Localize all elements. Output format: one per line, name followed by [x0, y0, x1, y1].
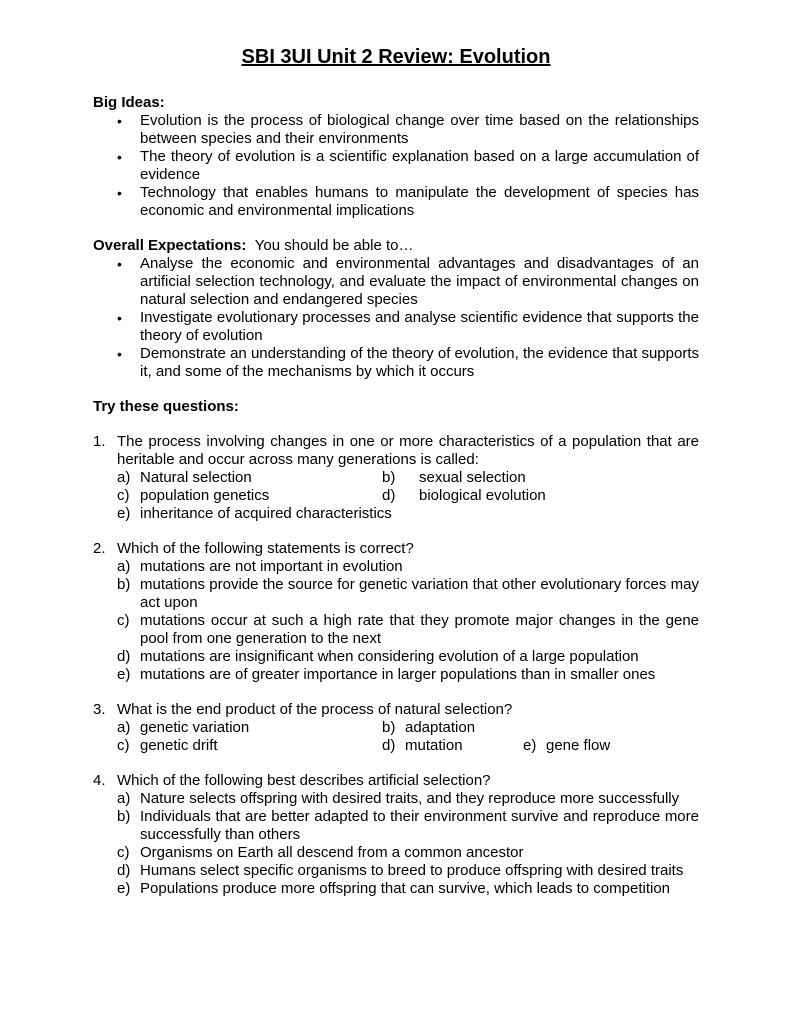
options-row	[93, 719, 699, 737]
question-text: Which of the following statements is correct?	[117, 540, 414, 557]
option-letter: a)	[117, 469, 131, 486]
option	[93, 862, 699, 880]
option-text: mutations occur at such a high rate that they promote major changes in the gene pool from one generation to the next	[140, 612, 699, 647]
option-letter: d)	[382, 737, 396, 754]
option	[93, 576, 699, 612]
expectations-heading	[93, 237, 414, 255]
option-letter: c)	[117, 844, 130, 861]
question-3	[93, 701, 699, 755]
option-text: Natural selection	[140, 469, 252, 486]
option-text: genetic variation	[140, 719, 250, 736]
option-letter: e)	[523, 737, 537, 754]
option	[93, 844, 699, 862]
question-number: 2.	[93, 540, 106, 557]
option	[93, 648, 699, 666]
option-letter: a)	[117, 558, 131, 575]
questions-heading: Try these questions:	[93, 398, 239, 415]
expectations-intro: You should be able to…	[254, 237, 414, 254]
question-text: What is the end product of the process of natural selection?	[117, 701, 513, 718]
option-text: mutations are of greater importance in larger populations than in smaller ones	[140, 666, 656, 683]
expectation-item: • Analyse the economic and environmental advantages and disadvantages of an artificial selection technology, and evaluate the impact of environmental changes on natural selection and endangered species	[93, 255, 699, 309]
page-title: SBI 3UI Unit 2 Review: Evolution	[241, 46, 551, 68]
option	[93, 612, 699, 648]
question-number: 3.	[93, 701, 106, 718]
question-number: 4.	[93, 772, 106, 789]
option-letter: e)	[117, 880, 131, 897]
option-text: inheritance of acquired characteristics	[140, 505, 392, 522]
option	[93, 808, 699, 844]
option-text: adaptation	[405, 719, 476, 736]
options-row	[93, 737, 699, 755]
question-number: 1.	[93, 433, 106, 450]
option-text: genetic drift	[140, 737, 218, 754]
option-letter: b)	[117, 808, 131, 825]
big-idea-item: • Technology that enables humans to manipulate the development of species has economic and environmental implications	[93, 184, 699, 220]
question-4	[93, 772, 699, 898]
big-idea-item: • The theory of evolution is a scientific explanation based on a large accumulation of evidence	[93, 148, 699, 184]
options-row	[93, 505, 699, 523]
option-letter: c)	[117, 612, 130, 629]
option-letter: d)	[117, 862, 131, 879]
option-text: Nature selects offspring with desired traits, and they reproduce more successfully	[140, 790, 680, 807]
option-text: mutations are not important in evolution	[140, 558, 403, 575]
option-text: population genetics	[140, 487, 270, 504]
expectation-item: • Demonstrate an understanding of the theory of evolution, the evidence that supports it, and some of the mechanisms by which it occurs	[93, 345, 699, 381]
option-text: Organisms on Earth all descend from a common ancestor	[140, 844, 524, 861]
options-row	[93, 487, 699, 505]
option-text: Individuals that are better adapted to their environment survive and reproduce more successfully than others	[140, 808, 699, 843]
option-letter: a)	[117, 719, 131, 736]
option-text: biological evolution	[419, 487, 546, 504]
question-text: The process involving changes in one or more characteristics of a population that are heritable and occur across many generations is called:	[117, 433, 699, 468]
question-stem	[93, 540, 699, 558]
option-text: Populations produce more offspring that can survive, which leads to competition	[140, 880, 671, 897]
option-letter: b)	[382, 469, 396, 486]
option-letter: c)	[117, 737, 130, 754]
option	[93, 790, 699, 808]
options-row	[93, 469, 699, 487]
option-letter: c)	[117, 487, 130, 504]
option-text: mutations provide the source for genetic variation that other evolutionary forces may act upon	[140, 576, 699, 611]
option-text: Humans select specific organisms to breed to produce offspring with desired traits	[140, 862, 684, 879]
option	[93, 666, 699, 684]
option	[93, 558, 699, 576]
expectation-item: • Investigate evolutionary processes and analyse scientific evidence that supports the theory of evolution	[93, 309, 699, 345]
question-2	[93, 540, 699, 684]
expectations-heading-label: Overall Expectations:	[93, 237, 247, 254]
option-letter: b)	[382, 719, 396, 736]
option-letter: a)	[117, 790, 131, 807]
option-letter: e)	[117, 666, 131, 683]
option-text: mutation	[405, 737, 463, 754]
option-letter: e)	[117, 505, 131, 522]
big-ideas-heading: Big Ideas:	[93, 94, 165, 111]
option-text: gene flow	[546, 737, 611, 754]
question-stem	[93, 772, 699, 790]
question-1	[93, 433, 699, 523]
question-stem	[93, 433, 699, 469]
question-text: Which of the following best describes artificial selection?	[117, 772, 491, 789]
option-text: mutations are insignificant when considering evolution of a large population	[140, 648, 639, 665]
big-ideas-list	[93, 112, 699, 220]
question-stem	[93, 701, 699, 719]
option-letter: b)	[117, 576, 131, 593]
option-letter: d)	[117, 648, 131, 665]
option	[93, 880, 699, 898]
big-idea-item: • Evolution is the process of biological change over time based on the relationships between species and their environments	[93, 112, 699, 148]
option-text: sexual selection	[419, 469, 526, 486]
option-letter: d)	[382, 487, 396, 504]
expectations-list	[93, 255, 699, 381]
